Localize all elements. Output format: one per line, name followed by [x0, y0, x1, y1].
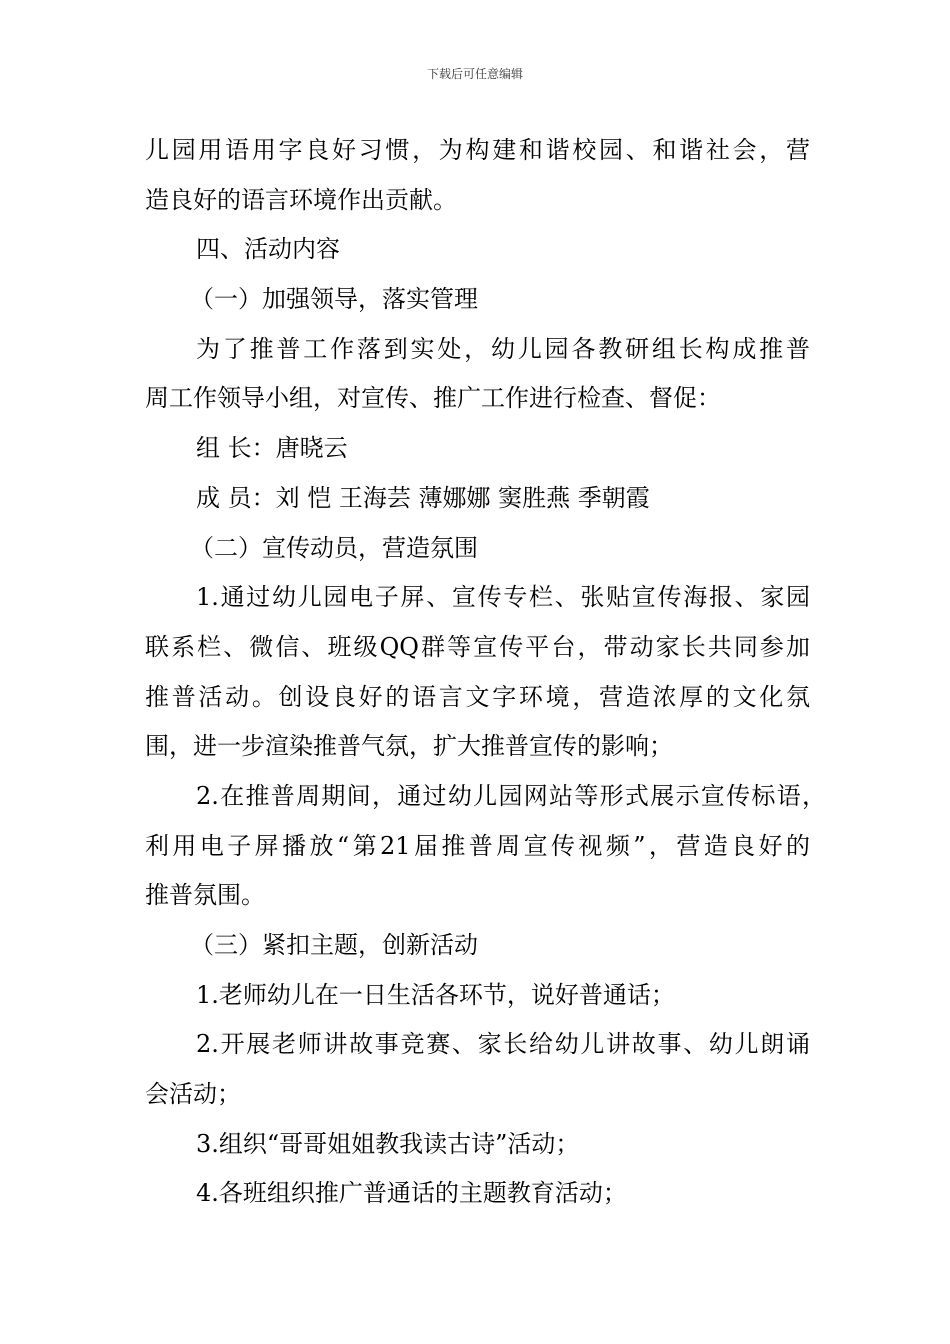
list-item: 1.老师幼儿在一日生活各环节，说好普通话；	[196, 980, 675, 1009]
document-body	[145, 126, 826, 1219]
paragraph-line: 为了推普工作落到实处，幼儿园各教研组长构成推普	[196, 334, 810, 363]
list-item: 3.组织“哥哥姐姐教我读古诗”活动；	[196, 1129, 580, 1158]
page-header: 下载后可任意编辑	[426, 67, 523, 81]
paragraph-line: 利用电子屏播放“第21届推普周宣传视频”，营造良好的	[145, 831, 810, 860]
subsection-heading: （三）紧扣主题，创新活动	[190, 931, 478, 959]
paragraph-line: 会活动；	[145, 1080, 241, 1109]
team-members-line: 成 员：刘 恺 王海芸 薄娜娜 窦胜燕 季朝霞	[196, 483, 650, 512]
team-leader-line: 组 长：唐晓云	[196, 434, 348, 463]
paragraph-line: 儿园用语用字良好习惯，为构建和谐校园、和谐社会，营	[145, 136, 810, 164]
list-item: 4.各班组织推广普通话的主题教育活动；	[196, 1179, 627, 1208]
paragraph-line: 推普活动。创设良好的语言文字环境，营造浓厚的文化氛	[145, 682, 810, 711]
paragraph-line: 联系栏、微信、班级QQ群等宣传平台，带动家长共同参加	[145, 632, 810, 661]
paragraph-line: 推普氛围。	[145, 881, 265, 910]
list-item: 2.开展老师讲故事竞赛、家长给幼儿讲故事、幼儿朗诵	[196, 1030, 810, 1059]
list-item: 1.通过幼儿园电子屏、宣传专栏、张贴宣传海报、家园	[196, 583, 810, 612]
section-heading: 四、活动内容	[196, 235, 340, 264]
subsection-heading: （一）加强领导，落实管理	[190, 285, 478, 314]
paragraph-line: 围，进一步渲染推普气氛，扩大推普宣传的影响；	[145, 732, 673, 761]
subsection-heading: （二）宣传动员，营造氛围	[190, 533, 478, 562]
paragraph-line: 造良好的语言环境作出贡献。	[145, 185, 457, 214]
paragraph-line: 周工作领导小组，对宣传、推广工作进行检查、督促：	[145, 384, 721, 413]
list-item: 2.在推普周期间，通过幼儿园网站等形式展示宣传标语，	[196, 781, 826, 810]
